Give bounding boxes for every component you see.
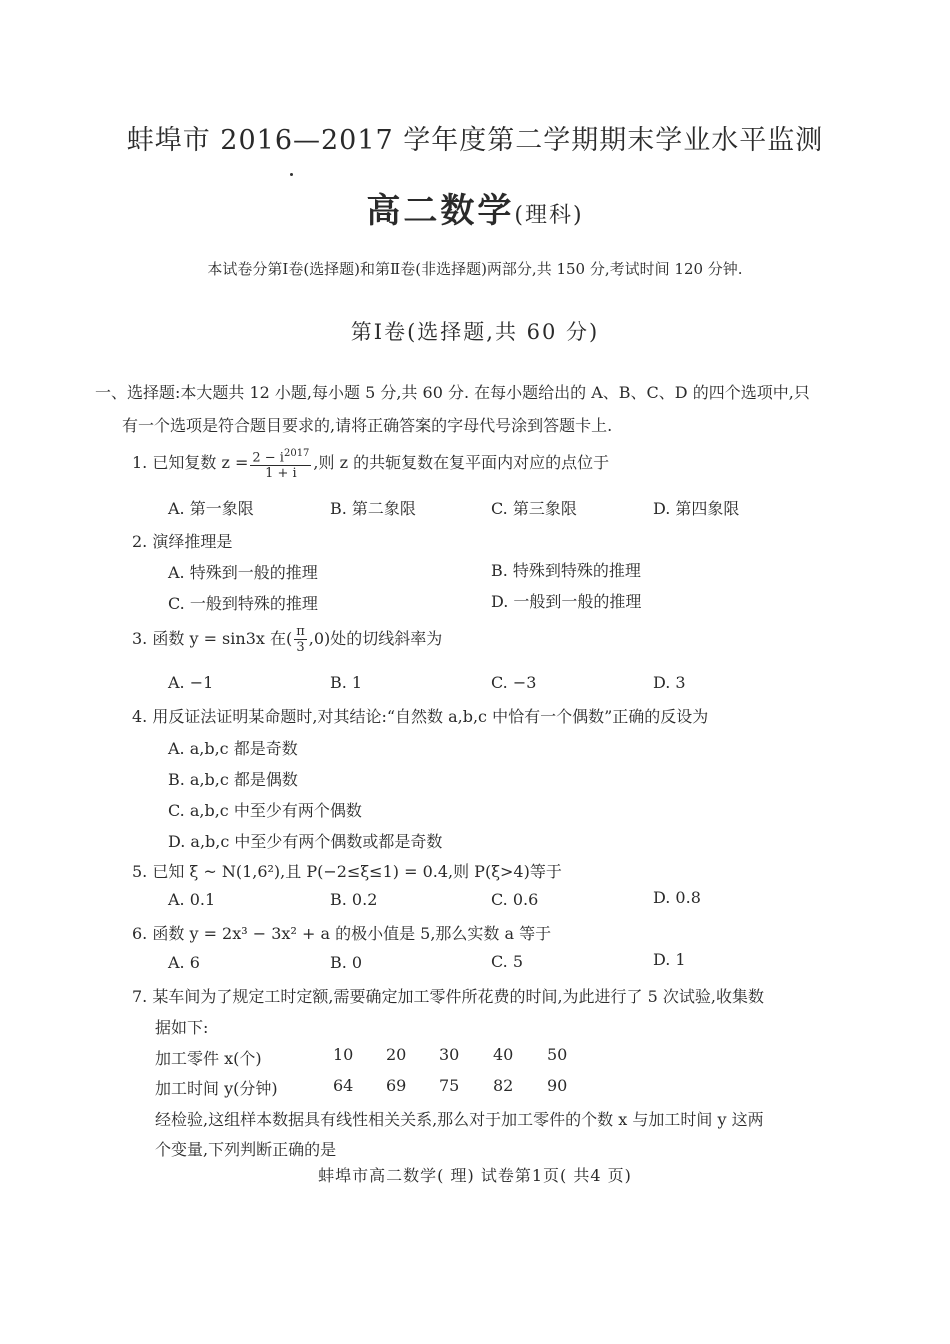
table-cell: 10: [333, 1045, 354, 1064]
q1-fraction: [250, 446, 311, 481]
question-4-stem: 4. 用反证法证明某命题时,对其结论:“自然数 a,b,c 中恰有一个偶数”正确的反设为: [132, 707, 709, 726]
q3-option-c: C. −3: [491, 673, 537, 692]
q4-option-c: C. a,b,c 中至少有两个偶数: [168, 801, 362, 820]
q1-option-c: C. 第三象限: [491, 499, 577, 518]
q3-denominator: 3: [296, 640, 305, 655]
q2-option-a: A. 特殊到一般的推理: [168, 563, 318, 582]
q3-fraction: [294, 624, 307, 655]
table-cell: 64: [333, 1076, 354, 1095]
q5-option-a: A. 0.1: [168, 890, 216, 909]
table-cell: 20: [386, 1045, 407, 1064]
q3-option-a: A. −1: [168, 673, 214, 692]
q3-prefix: 3. 函数 y = sin3x 在(: [132, 629, 293, 648]
q1-denominator: 1 + i: [265, 466, 297, 482]
q4-option-b: B. a,b,c 都是偶数: [168, 770, 298, 789]
question-1-stem: [132, 446, 609, 481]
question-5-stem: 5. 已知 ξ ~ N(1,6²),且 P(−2≤ξ≤1) = 0.4,则 P(ξ>4)等于: [132, 862, 562, 881]
q5-option-c: C. 0.6: [491, 890, 539, 909]
table-cell: 69: [386, 1076, 407, 1095]
exam-intro: 本试卷分第Ⅰ卷(选择题)和第Ⅱ卷(非选择题)两部分,共 150 分,考试时间 120 分钟.: [207, 260, 743, 278]
section-instructions-line1: 一、选择题:本大题共 12 小题,每小题 5 分,共 60 分. 在每小题给出的 A、B、C、D 的四个选项中,只: [95, 383, 810, 402]
table-cell: 75: [439, 1076, 460, 1095]
q4-option-a: A. a,b,c 都是奇数: [168, 739, 298, 758]
table-cell: 82: [493, 1076, 514, 1095]
question-7-line4: 个变量,下列判断正确的是: [155, 1140, 337, 1159]
q5-option-d: D. 0.8: [653, 888, 701, 907]
exam-title: 蚌埠市 2016—2017 学年度第二学期期末学业水平监测: [126, 125, 824, 156]
q2-option-b: B. 特殊到特殊的推理: [491, 561, 641, 580]
table-row-label: 加工零件 x(个): [155, 1049, 262, 1068]
question-6-stem: 6. 函数 y = 2x³ − 3x² + a 的极小值是 5,那么实数 a 等于: [132, 924, 552, 943]
q6-option-c: C. 5: [491, 952, 524, 971]
q1-option-d: D. 第四象限: [653, 499, 740, 518]
q6-option-b: B. 0: [330, 953, 363, 972]
q1-prefix: 1. 已知复数 z =: [132, 453, 249, 473]
table-cell: 40: [493, 1045, 514, 1064]
q1-option-a: A. 第一象限: [168, 499, 254, 518]
stray-dot: [290, 173, 293, 176]
table-cell: 90: [547, 1076, 568, 1095]
q6-option-d: D. 1: [653, 950, 686, 969]
subject-title: [0, 183, 950, 232]
q1-option-b: B. 第二象限: [330, 499, 416, 518]
q2-option-d: D. 一般到一般的推理: [491, 592, 642, 611]
question-7-line2: 据如下:: [155, 1018, 209, 1037]
q5-option-b: B. 0.2: [330, 890, 378, 909]
q2-option-c: C. 一般到特殊的推理: [168, 594, 318, 613]
table-cell: 30: [439, 1045, 460, 1064]
q3-suffix: ,0)处的切线斜率为: [308, 629, 443, 648]
question-2-stem: 2. 演绎推理是: [132, 532, 233, 551]
page-footer: 蚌埠市高二数学( 理) 试卷第1页( 共4 页): [318, 1166, 632, 1185]
subject-name: 高二数学: [366, 191, 515, 231]
question-3-stem: [132, 624, 442, 655]
subject-note: (理科): [514, 203, 584, 228]
q3-option-b: B. 1: [330, 673, 363, 692]
q3-numerator: π: [296, 624, 305, 639]
q4-option-d: D. a,b,c 中至少有两个偶数或都是奇数: [168, 832, 443, 851]
question-7-line1: 7. 某车间为了规定工时定额,需要确定加工零件所花费的时间,为此进行了 5 次试验,收集数: [132, 987, 764, 1006]
q1-suffix: ,则 z 的共轭复数在复平面内对应的点位于: [313, 453, 610, 473]
table-cell: 50: [547, 1045, 568, 1064]
part-title: 第Ⅰ卷(选择题,共 60 分): [350, 320, 600, 344]
q3-option-d: D. 3: [653, 673, 686, 692]
question-7-line3: 经检验,这组样本数据具有线性相关关系,那么对于加工零件的个数 x 与加工时间 y 这两: [155, 1110, 764, 1129]
table-row-label: 加工时间 y(分钟): [155, 1079, 278, 1098]
q1-numerator: $2 - i^{2017}$: [252, 448, 310, 466]
section-instructions-line2: 有一个选项是符合题目要求的,请将正确答案的字母代号涂到答题卡上.: [122, 416, 613, 435]
q6-option-a: A. 6: [168, 953, 200, 972]
